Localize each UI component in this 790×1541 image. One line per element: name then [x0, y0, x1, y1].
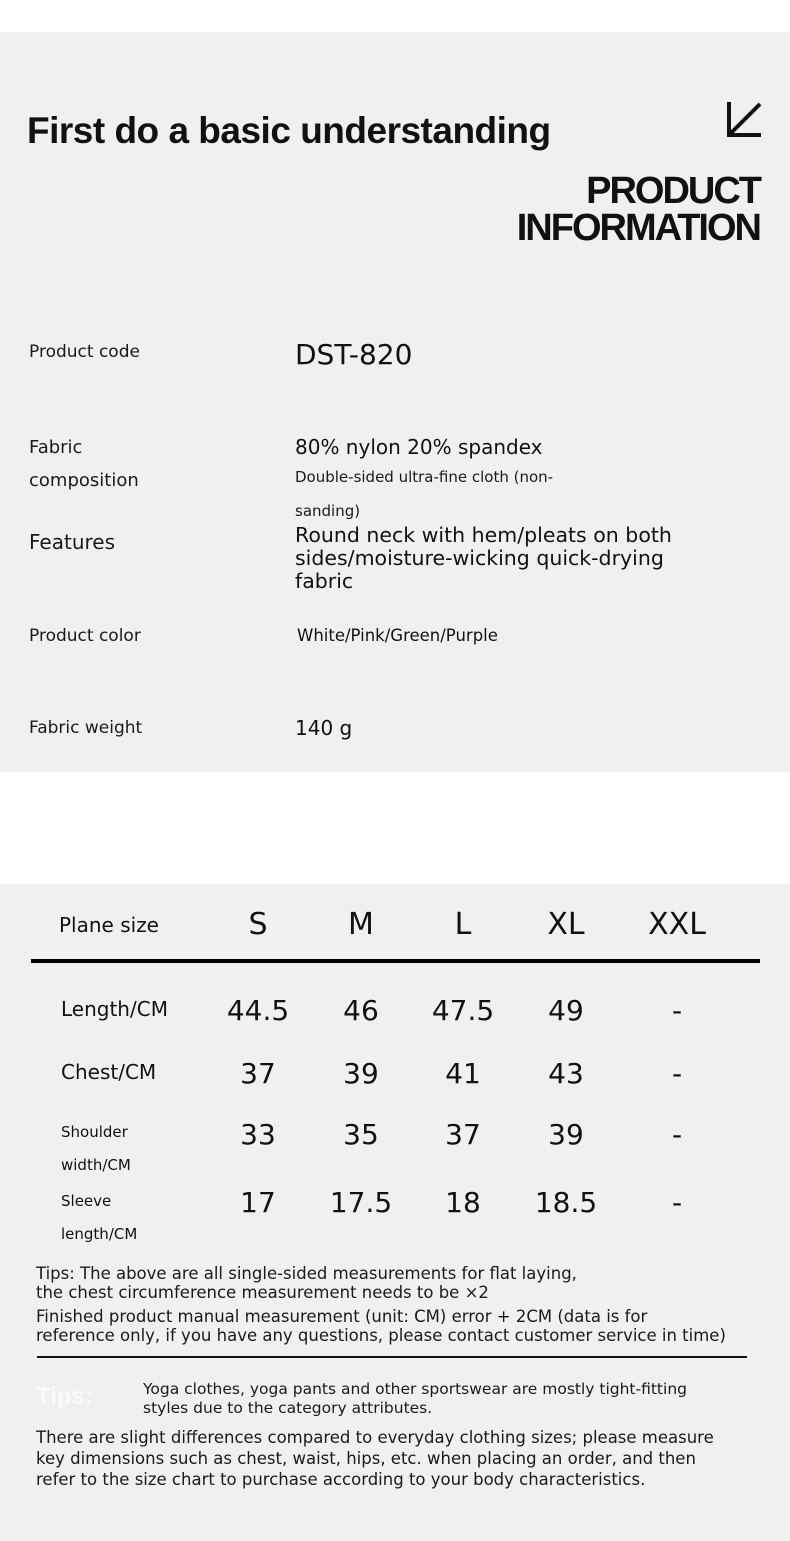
features-line: sides/moisture-wicking quick-drying [295, 546, 664, 570]
tip-line: Yoga clothes, yoga pants and other sportswear are mostly tight-fitting [143, 1380, 687, 1398]
size-header-m: M [348, 907, 374, 942]
tip-flat-laying [36, 1264, 577, 1302]
fabric-label-line1: Fabric [29, 437, 83, 458]
tip-line: key dimensions such as chest, waist, hips, etc. when placing an order, and then [36, 1449, 696, 1468]
fabric-detail-line2: sanding) [295, 502, 361, 520]
table-cell: 49 [548, 994, 584, 1027]
tip-line: There are slight differences compared to everyday clothing sizes; please measure [36, 1428, 714, 1447]
product-code-label: Product code [29, 342, 140, 362]
features-line: Round neck with hem/pleats on both [295, 523, 672, 547]
table-header-divider [31, 959, 760, 963]
tip-line: styles due to the category attributes. [143, 1399, 433, 1417]
table-cell: 35 [343, 1118, 379, 1151]
tip-line: Finished product manual measurement (unit: CM) error + 2CM (data is for [36, 1307, 648, 1326]
row-label-sleeve [61, 1185, 137, 1251]
size-header-s: S [248, 907, 268, 942]
table-cell: 43 [548, 1057, 584, 1090]
tips-heading: Tips: [36, 1383, 93, 1410]
features-value [295, 524, 672, 593]
size-header-xl: XL [547, 907, 585, 942]
product-code-value: DST-820 [295, 338, 413, 371]
notes-divider [37, 1356, 747, 1358]
table-cell: 47.5 [431, 994, 495, 1027]
tip-line: Tips: The above are all single-sided measurements for flat laying, [36, 1264, 577, 1283]
table-cell: 41 [445, 1057, 481, 1090]
fabric-detail-line1: Double-sided ultra-fine cloth (non- [295, 468, 554, 486]
row-label-line: length/CM [61, 1225, 138, 1243]
page-heading: First do a basic understanding [27, 110, 551, 151]
table-cell: - [671, 1057, 683, 1090]
product-color-value: White/Pink/Green/Purple [297, 626, 498, 645]
tip-size-differences [36, 1427, 714, 1490]
row-label-line: Shoulder [61, 1123, 128, 1141]
table-cell: 18.5 [534, 1186, 598, 1219]
tip-line: refer to the size chart to purchase according to your body characteristics. [36, 1470, 646, 1489]
arrow-down-left-icon [720, 98, 764, 142]
section-title-line2: INFORMATION [516, 207, 760, 249]
product-color-label: Product color [29, 626, 141, 646]
size-header-xxl: XXL [648, 907, 706, 942]
features-label: Features [29, 530, 115, 554]
row-label-length: Length/CM [61, 997, 168, 1021]
table-cell: 17 [240, 1186, 276, 1219]
fabric-label-line2: composition [29, 470, 139, 491]
table-cell: - [671, 1118, 683, 1151]
size-table-header-label: Plane size [59, 913, 159, 937]
table-cell: 46 [343, 994, 379, 1027]
fabric-weight-label: Fabric weight [29, 718, 143, 738]
section-title-line1: PRODUCT [586, 170, 760, 212]
table-cell: - [671, 1186, 683, 1219]
row-label-shoulder [61, 1116, 131, 1182]
table-cell: - [671, 994, 683, 1027]
table-cell: 37 [445, 1118, 481, 1151]
tip-line: the chest circumference measurement needs to be ×2 [36, 1283, 489, 1302]
table-cell: 33 [240, 1118, 276, 1151]
table-cell: 39 [343, 1057, 379, 1090]
table-cell: 37 [240, 1057, 276, 1090]
table-cell: 39 [548, 1118, 584, 1151]
row-label-line: width/CM [61, 1156, 131, 1174]
tip-line: reference only, if you have any questions, please contact customer service in time) [36, 1326, 726, 1345]
table-cell: 18 [445, 1186, 481, 1219]
tip-sportswear [143, 1380, 687, 1418]
tip-measurement-error [36, 1307, 726, 1345]
fabric-value: 80% nylon 20% spandex [295, 435, 543, 459]
features-line: fabric [295, 569, 354, 593]
table-cell: 17.5 [329, 1186, 393, 1219]
table-cell: 44.5 [226, 994, 290, 1027]
row-label-chest: Chest/CM [61, 1060, 157, 1084]
size-header-l: L [454, 907, 472, 942]
row-label-line: Sleeve [61, 1192, 112, 1210]
fabric-weight-value: 140 g [295, 716, 353, 740]
